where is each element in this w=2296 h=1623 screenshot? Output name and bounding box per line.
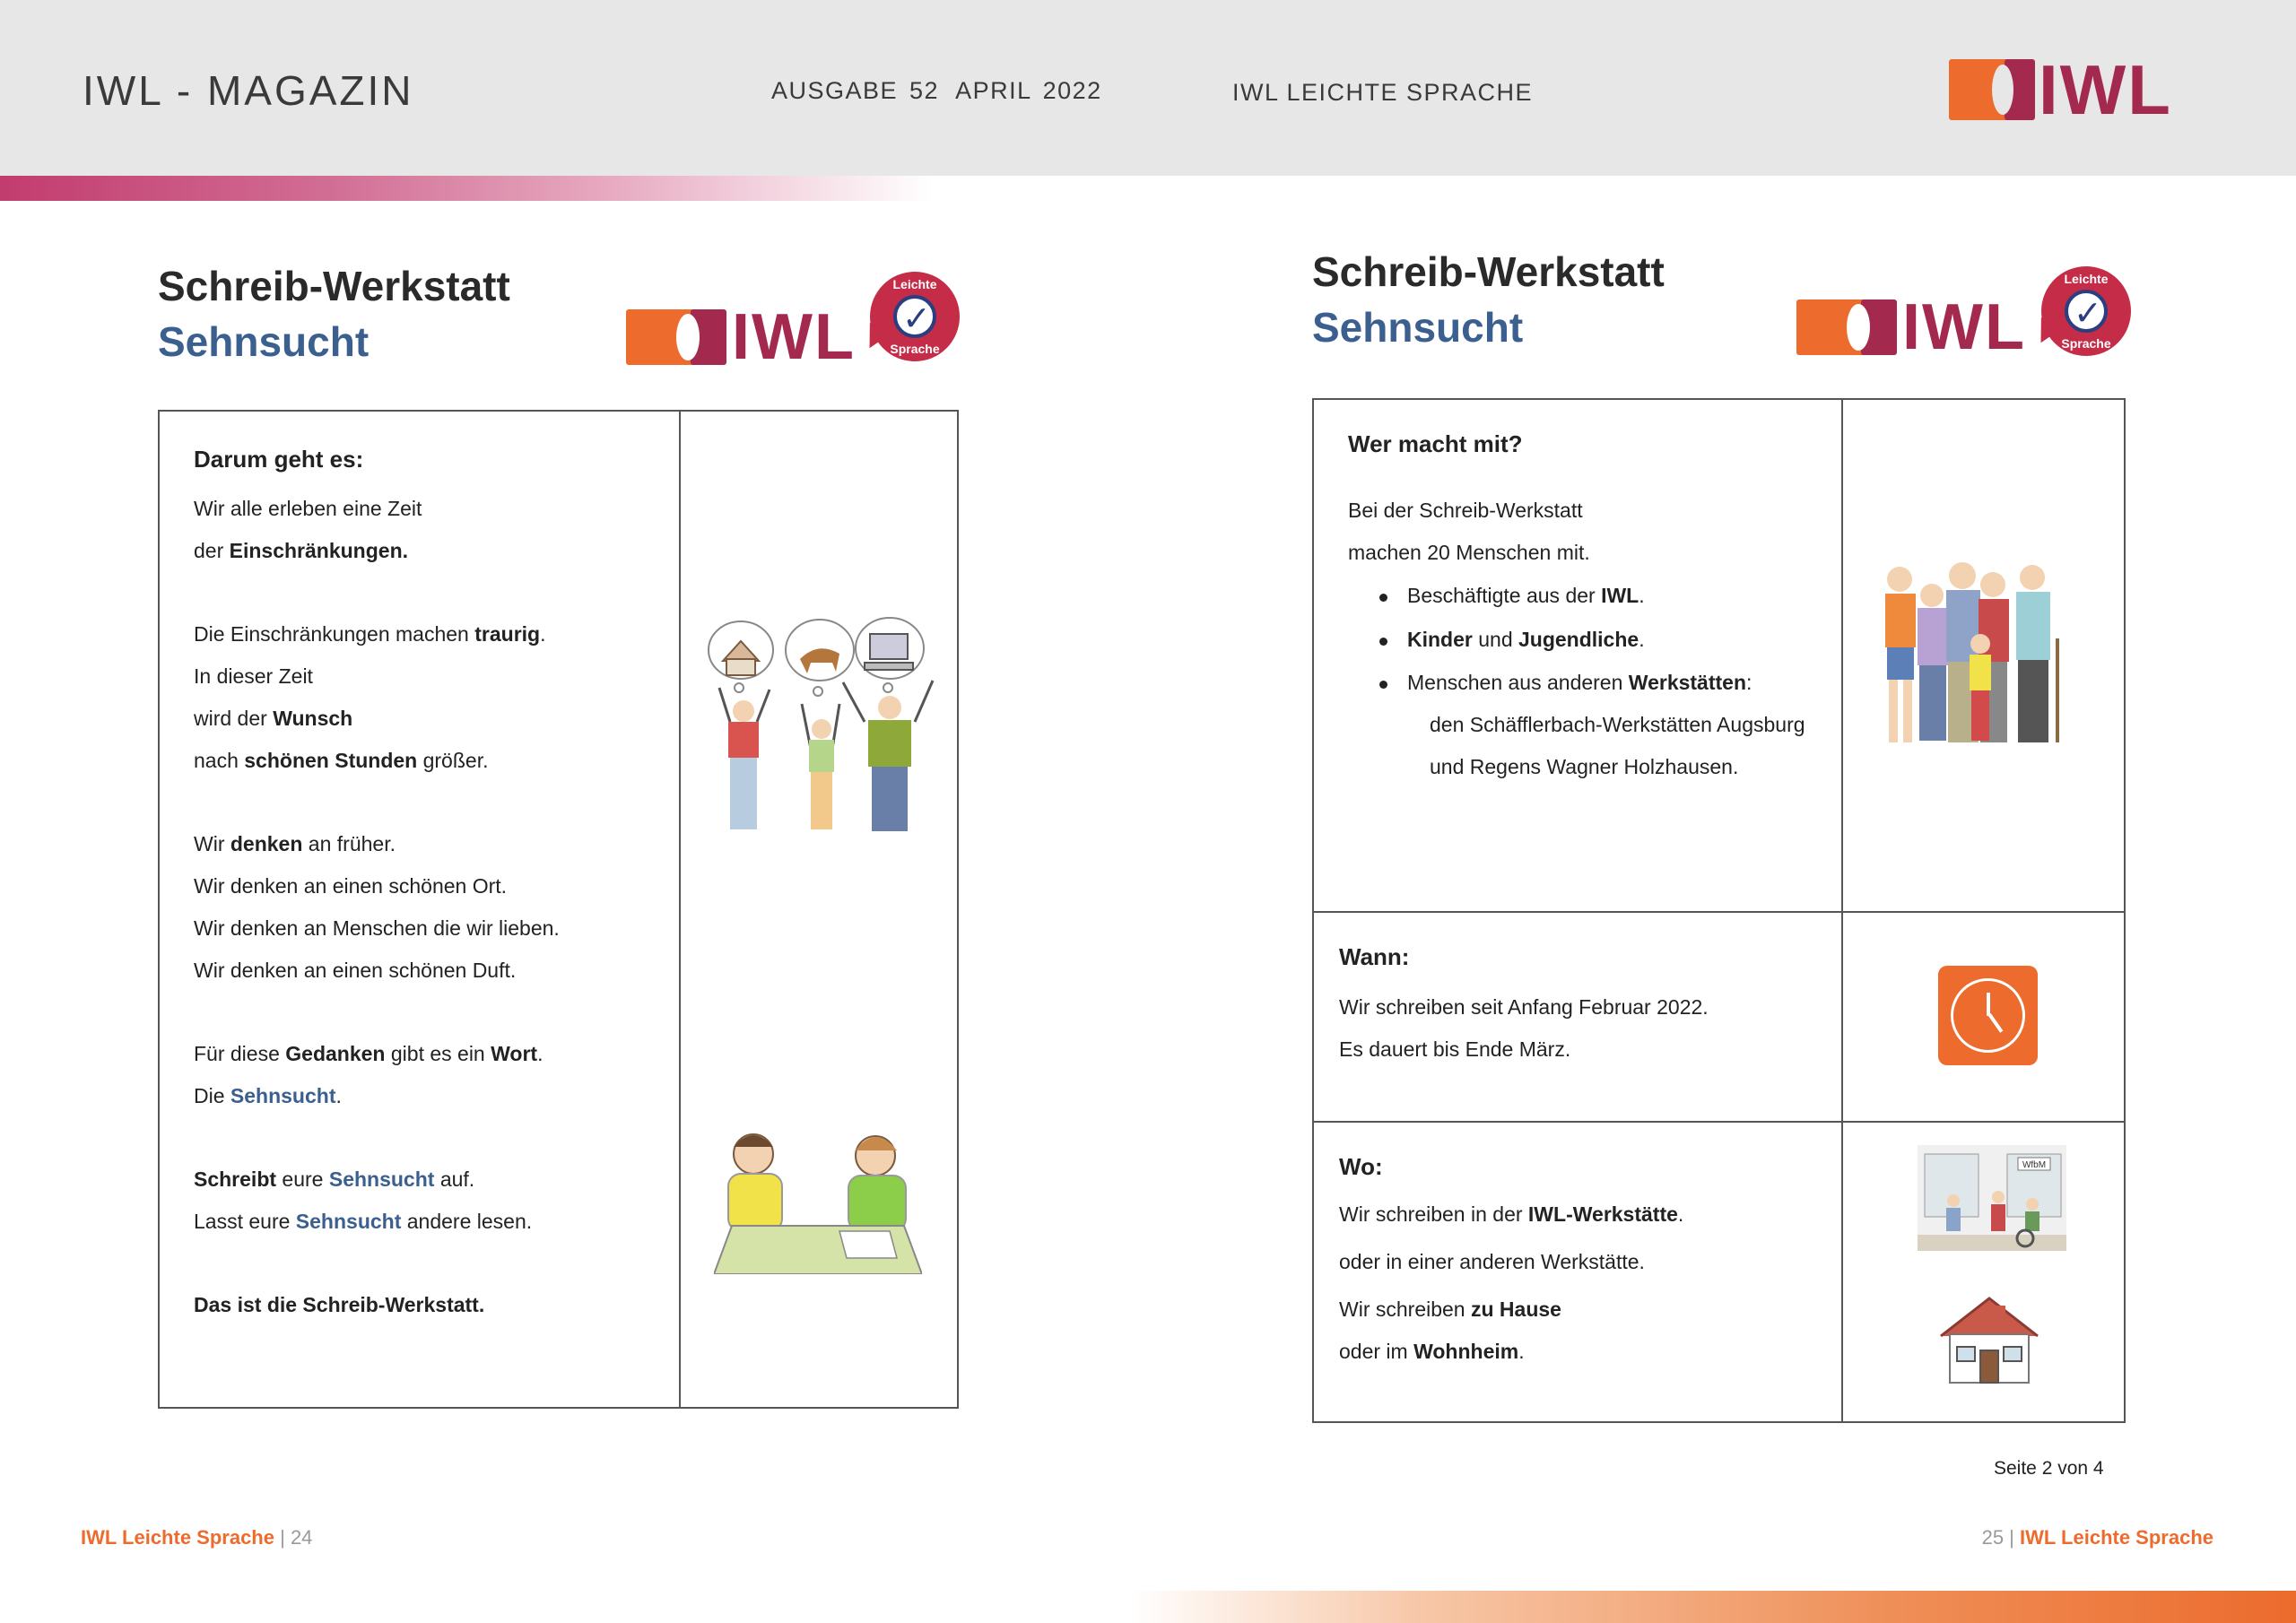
house-icon [1937, 1295, 2041, 1384]
left-heading: Darum geht es: [194, 446, 364, 473]
footer-series: IWL Leichte Sprache [81, 1526, 274, 1549]
right-subtitle: Sehnsucht [1312, 304, 1524, 351]
text-line: Die Sehnsucht. [194, 1084, 342, 1107]
left-column-divider [679, 410, 681, 1409]
text-line: Wir schreiben in der IWL-Werkstätte. [1339, 1202, 1684, 1226]
footer-right [1982, 1526, 2213, 1549]
footer-left [81, 1526, 312, 1549]
logo-text: IWL [1902, 291, 2026, 363]
issue-info [771, 77, 1102, 105]
text-line: der Einschränkungen. [194, 539, 409, 562]
footer-page-number: 25 [1981, 1526, 2005, 1549]
text-line: wird der Wunsch [194, 707, 353, 730]
when-heading: Wann: [1339, 943, 1410, 970]
text-line: Schreibt eure Sehnsucht auf. [194, 1167, 475, 1191]
row-divider [1312, 911, 2126, 913]
badge-top-text: Leichte [2064, 272, 2109, 286]
page-note: Seite 2 von 4 [1994, 1458, 2104, 1479]
text-line: nach schönen Stunden größer. [194, 749, 489, 772]
text-line: Wir denken an Menschen die wir lieben. [194, 916, 560, 940]
text-line: In dieser Zeit [194, 664, 313, 688]
badge-bottom-text: Sprache [890, 342, 940, 356]
text-line: Für diese Gedanken gibt es ein Wort. [194, 1042, 544, 1065]
text-line: Kinder und Jugendliche. [1407, 628, 1645, 651]
text-line: oder in einer anderen Werkstätte. [1339, 1250, 1645, 1273]
text-line: Wir schreiben zu Hause [1339, 1298, 1561, 1321]
leichte-sprache-badge [870, 272, 960, 361]
bullet-icon [1379, 638, 1387, 646]
workshop-building-illustration [1918, 1145, 2066, 1251]
text-line: Wir denken an früher. [194, 832, 396, 855]
iwl-logo-header [1949, 50, 2172, 129]
text-line: Beschäftigte aus der IWL. [1407, 584, 1645, 607]
footer-page-number: 24 [290, 1526, 313, 1549]
text-line: den Schäfflerbach-Werkstätten Augsburg [1430, 713, 1805, 736]
wishing-people-illustration [703, 614, 936, 844]
text-line: Es dauert bis Ende März. [1339, 1037, 1571, 1061]
text-line: Bei der Schreib-Werkstatt [1348, 499, 1583, 522]
bullet-icon [1379, 594, 1387, 602]
text-line: Wir alle erleben eine Zeit [194, 497, 422, 520]
footer-separator: | [274, 1526, 291, 1549]
logo-text: IWL [2039, 50, 2172, 129]
text-line: Die Einschränkungen machen traurig. [194, 622, 546, 646]
writing-workshop-illustration [714, 1127, 922, 1274]
text-line: machen 20 Menschen mit. [1348, 541, 1590, 564]
right-title: Schreib-Werkstatt [1312, 248, 1665, 295]
header-accent-bar [0, 176, 933, 201]
issue-number: AUSGABE 52 [771, 77, 940, 104]
text-line: Das ist die Schreib-Werkstatt. [194, 1293, 485, 1316]
issue-date: APRIL 2022 [955, 77, 1102, 104]
where-heading: Wo: [1339, 1153, 1383, 1180]
badge-top-text: Leichte [892, 277, 937, 291]
text-line: oder im Wohnheim. [1339, 1340, 1525, 1363]
footer-accent-bar [1130, 1591, 2296, 1623]
check-icon: ✓ [902, 300, 931, 338]
text-line: Wir denken an einen schönen Duft. [194, 959, 517, 982]
logo-text: IWL [732, 301, 856, 373]
magazine-header [0, 0, 2296, 176]
series-label: IWL LEICHTE SPRACHE [1232, 79, 1534, 106]
who-heading: Wer macht mit? [1348, 430, 1523, 457]
footer-separator: | [2004, 1526, 2021, 1549]
bullet-icon [1379, 681, 1387, 689]
text-line: Wir schreiben seit Anfang Februar 2022. [1339, 995, 1709, 1019]
wfbm-sign: WfbM [2022, 1160, 2047, 1170]
text-line: und Regens Wagner Holzhausen. [1430, 755, 1739, 778]
magazine-title: IWL - MAGAZIN [83, 67, 414, 114]
text-line: Menschen aus anderen Werkstätten: [1407, 671, 1752, 694]
clock-icon [1938, 966, 2038, 1065]
badge-bottom-text: Sprache [2061, 336, 2111, 351]
footer-series: IWL Leichte Sprache [2020, 1526, 2213, 1549]
iwl-logo-left [626, 301, 856, 373]
group-of-people-illustration [1880, 558, 2074, 748]
text-line: Wir denken an einen schönen Ort. [194, 874, 508, 898]
iwl-logo-right [1796, 291, 2026, 363]
row-divider [1312, 1121, 2126, 1123]
check-icon: ✓ [2074, 295, 2102, 333]
left-subtitle: Sehnsucht [158, 318, 370, 365]
text-line: Lasst eure Sehnsucht andere lesen. [194, 1210, 533, 1233]
leichte-sprache-badge [2041, 266, 2131, 356]
left-title: Schreib-Werkstatt [158, 263, 510, 309]
